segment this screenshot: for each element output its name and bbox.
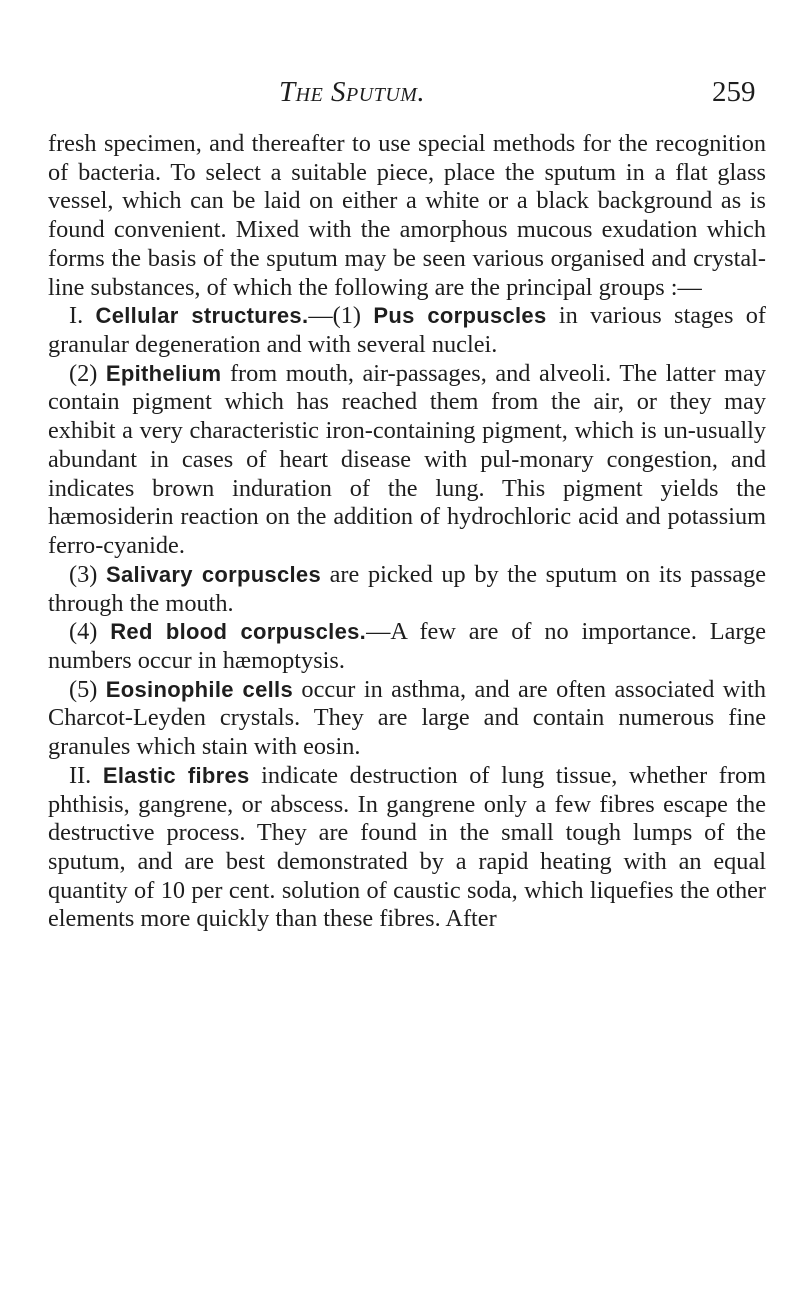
item-heading: Salivary corpuscles — [106, 561, 321, 587]
item-number: (5) — [69, 675, 98, 703]
item-number: (4) — [69, 618, 98, 646]
paragraph-cellular-structures — [48, 302, 766, 359]
paragraph-salivary-corpuscles — [48, 561, 766, 618]
item-heading: Eosinophile cells — [105, 676, 293, 702]
item-text: are picked up by the sputum on its passage through the mouth. — [48, 560, 766, 617]
item-number: (2) — [69, 359, 98, 387]
item-text: from mouth, air-passages, and alveoli. The latter may contain pigment which has reached them from the air, or they may exhibit a very characteristic iron-containing pigment, which is un-usually abundant in cases of heart disease with pul-monary congestion, and indicates brown induration of the lung. This pigment yields the hæmosiderin reaction on the addition of hydrochloric acid and potassium ferro-cyanide. — [48, 359, 766, 560]
item-text: occur in asthma, and are often associated with Charcot-Leyden crystals. They are large and contain numerous fine granules which stain with eosin. — [48, 675, 766, 761]
body-text — [48, 130, 766, 934]
intro-paragraph: fresh specimen, and thereafter to use special methods for the recognition of bacteria. To select a suitable piece, place the sputum in a flat glass vessel, which can be laid on either a white or a black background as is found convenient. Mixed with the amorphous mucous exudation which forms the basis of the sputum may be seen various organised and crystal-line substances, of which the following are the principal groups :— — [48, 130, 766, 301]
item-text: —A few are of no importance. Large numbers occur in hæmoptysis. — [48, 618, 767, 674]
running-head: The Sputum. — [279, 76, 426, 108]
paragraph-eosinophile-cells — [48, 676, 766, 762]
item-heading: Elastic fibres — [102, 762, 250, 788]
page-number: 259 — [712, 76, 756, 108]
item-heading: Red blood corpuscles. — [110, 619, 367, 645]
section-numeral: II. — [69, 761, 92, 789]
item-text: indicate destruction of lung tissue, whether from phthisis, gangrene, or abscess. In gangrene only a few fibres escape the destructive process. They are found in the small tough lumps of the sputum, and are best demonstrated by a rapid heating with an equal quantity of 10 per cent. solution of caustic soda, which liquefies the other elements more quickly than these fibres. After — [48, 761, 766, 933]
item-number: (1) — [332, 302, 361, 330]
paragraph-elastic-fibres — [48, 762, 766, 934]
dash: — — [308, 302, 333, 330]
paragraph-red-blood-corpuscles — [48, 618, 766, 675]
item-heading: Pus corpuscles — [373, 303, 547, 329]
item-heading: Epithelium — [105, 360, 222, 386]
section-numeral: I. — [69, 302, 84, 330]
item-number: (3) — [69, 560, 98, 588]
section-heading: Cellular structures. — [95, 303, 309, 329]
page-header — [0, 76, 801, 120]
paragraph-epithelium — [48, 360, 766, 561]
item-text: in various stages of granular degeneration and with several nuclei. — [48, 302, 767, 359]
